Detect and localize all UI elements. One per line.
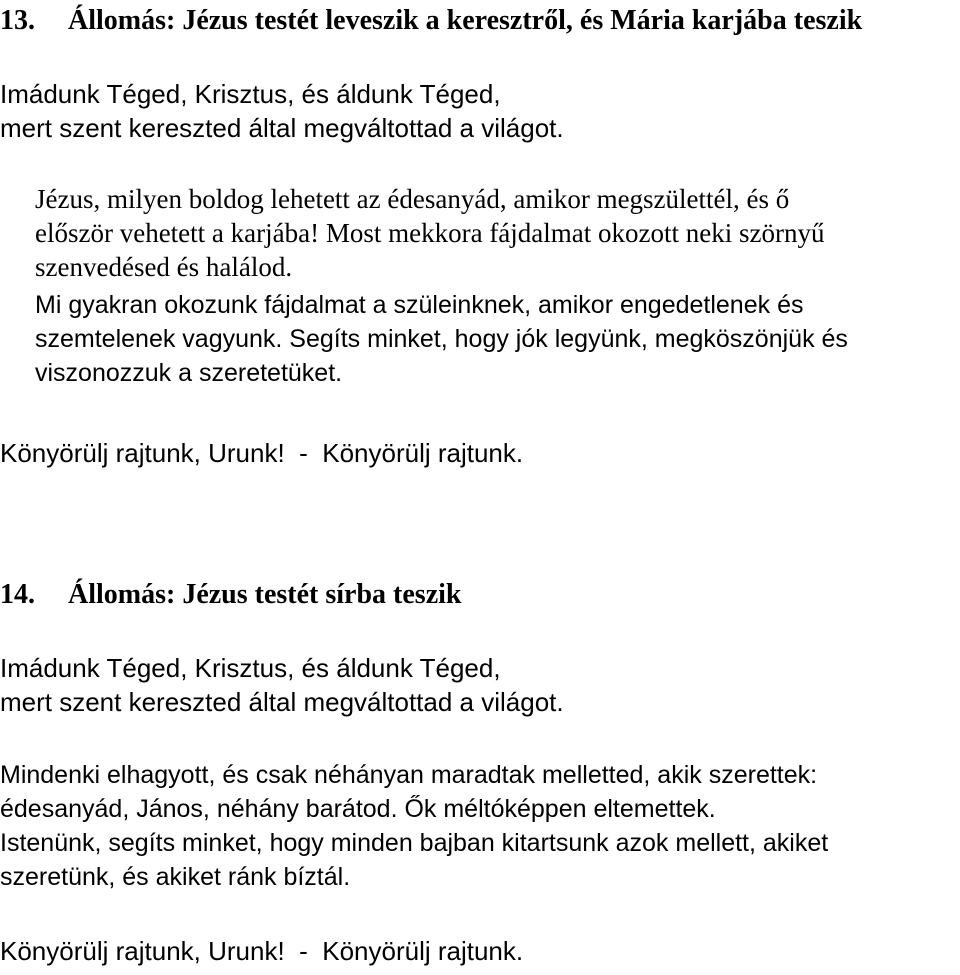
- response-line: Könyörülj rajtunk, Urunk! - Könyörülj rajtunk.: [0, 438, 524, 468]
- station-13-title: Állomás: Jézus testét leveszik a keresztről, és Mária karjába teszik: [68, 5, 863, 36]
- meditation-line: Istenünk, segíts minket, hogy minden bajban kitartsunk azok mellett, akiket: [0, 829, 829, 857]
- prayer-line: viszonozzuk a szeretetüket.: [35, 359, 343, 387]
- acclamation-line: mert szent kereszted által megváltottad a világot.: [0, 687, 564, 717]
- prayer-line: szemtelenek vagyunk. Segíts minket, hogy jók legyünk, megköszönjük és: [35, 325, 848, 353]
- station-14-meditation: [0, 758, 828, 894]
- meditation-line: Mindenki elhagyott, és csak néhányan maradtak melletted, akik szerettek:: [0, 761, 818, 789]
- acclamation-line: Imádunk Téged, Krisztus, és áldunk Téged,: [0, 79, 501, 109]
- prayer-line: Mi gyakran okozunk fájdalmat a szüleinknek, amikor engedetlenek és: [35, 291, 804, 319]
- meditation-line: Jézus, milyen boldog lehetett az édesanyád, amikor megszülettél, és ő: [35, 184, 790, 214]
- meditation-line: először vehetett a karjába! Most mekkora fájdalmat okozott neki szörnyű: [35, 218, 825, 248]
- station-14-number: 14.: [0, 579, 35, 610]
- meditation-line: szenvedésed és halálod.: [35, 252, 293, 282]
- station-14-acclamation: [0, 651, 564, 719]
- station-14-heading: [0, 578, 461, 612]
- station-14-response: [0, 934, 523, 968]
- station-13-response: [0, 436, 523, 470]
- station-13-heading: [0, 4, 862, 38]
- station-13-number: 13.: [0, 5, 35, 36]
- station-14-title: Állomás: Jézus testét sírba teszik: [68, 579, 462, 610]
- meditation-line: édesanyád, János, néhány barátod. Ők méltóképpen eltemettek.: [0, 795, 716, 823]
- station-13-acclamation: [0, 77, 564, 145]
- station-13-prayer: [35, 288, 848, 390]
- response-line: Könyörülj rajtunk, Urunk! - Könyörülj rajtunk.: [0, 936, 524, 966]
- station-13-meditation: [35, 182, 824, 284]
- acclamation-line: mert szent kereszted által megváltottad a világot.: [0, 113, 564, 143]
- acclamation-line: Imádunk Téged, Krisztus, és áldunk Téged,: [0, 653, 501, 683]
- meditation-line: szeretünk, és akiket ránk bíztál.: [0, 863, 351, 891]
